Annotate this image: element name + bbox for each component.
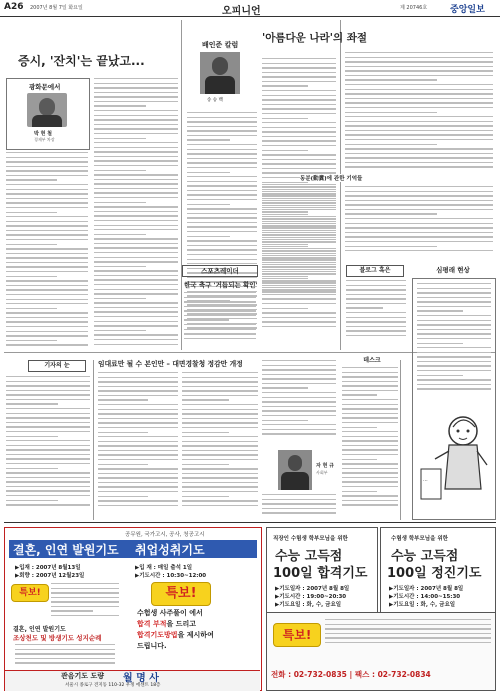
sub-box-body-b xyxy=(345,186,493,262)
ad3-title2: 100일 정진기도 xyxy=(387,566,482,581)
desk-author-name: 자 현 규 xyxy=(316,463,334,469)
issue-number: 제 20746호 xyxy=(400,5,428,11)
ad3-phone: 전화 : 02-732-0835 | 팩스 : 02-732-0834 xyxy=(271,670,431,679)
ad1-temple-label: 관음기도 도량 xyxy=(61,672,105,680)
ad1-date4: ▶기도시간 : 10:30~12:00 xyxy=(135,573,207,579)
ad2-line2: ▶기도시간 : 19:00~20:30 xyxy=(275,594,347,600)
column-author-name: 송 승 백 xyxy=(207,98,223,103)
page-number: A26 xyxy=(4,2,24,12)
ad2-title1: 수능 고득점 xyxy=(275,549,343,564)
ad1-mid-text3: 을 드리고 xyxy=(166,620,196,628)
desk-body xyxy=(342,367,398,520)
ad-temple xyxy=(4,527,262,691)
author-name: 박 현 철 xyxy=(34,131,52,137)
ad1-temple-name: 월 명 사 xyxy=(123,673,159,684)
ad1-date2: ▶회향 : 2007년 12월23일 xyxy=(15,573,85,579)
cartoon-label: 심평래 현상 xyxy=(436,266,470,274)
svg-text:...: ... xyxy=(423,477,428,483)
sports-body xyxy=(184,292,256,348)
desk-label: 데스크 xyxy=(363,357,381,364)
sub-box-body-a xyxy=(262,184,336,344)
ad1-mid-text4: 합격기도방법 xyxy=(137,631,178,639)
ad1-date3: ▶입 재 : 매일 출석 1일 xyxy=(135,565,193,571)
ad1-mid-text2: 합격 부적 xyxy=(137,620,167,628)
ad1-left-sub2: 조상천도 및 방생기도 성지순례 xyxy=(13,634,102,642)
column-label: 배인준 칼럼 xyxy=(202,41,239,49)
ad2-line1: ▶기도일자 : 2007년 8월 8일 xyxy=(275,586,350,592)
ad1-date1: ▶입재 : 2007년 8월13일 xyxy=(15,565,81,571)
ad1-temple-addr: 서울시 종로구 견지동 110-32 우정 에센트 18층 xyxy=(65,683,161,688)
section-title: 오피니언 xyxy=(222,6,261,17)
bottom-body-col2 xyxy=(98,372,178,520)
author-title: 경제부 차장 xyxy=(34,137,55,142)
ad3-line1: ▶기도일자 : 2007년 8월 8일 xyxy=(389,586,464,592)
paper-logo: 중앙일보 xyxy=(450,5,485,15)
desk-body-2 xyxy=(262,360,336,448)
ad3-line3: ▶기도요일 : 화, 수, 금요일 xyxy=(389,602,456,608)
bottom-body-col3 xyxy=(182,372,258,520)
ad2-title2: 100일 합격기도 xyxy=(273,566,368,581)
ad1-title-left: 결혼, 인연 발원기도 xyxy=(13,543,119,557)
ad3-body xyxy=(325,619,491,653)
kicker-label: 광화문에서 xyxy=(29,83,61,91)
blog-label: 블로그 혹은 xyxy=(346,265,404,277)
article-headline: 증시, '잔치'는 끝났고... xyxy=(18,54,145,68)
ad3-title1: 수능 고득점 xyxy=(391,549,459,564)
ad1-mid-text5: 을 제시하여 xyxy=(177,631,214,639)
ad1-mid-text1: 수험생 사주풀이 에서 xyxy=(137,609,203,617)
article-body-col2 xyxy=(94,78,178,348)
article-body-col1 xyxy=(6,152,88,348)
ad3-top-text: 수험생 학부모님을 위한 xyxy=(391,536,448,542)
date-line: 2007년 8월 7일 화요일 xyxy=(30,5,83,11)
ad1-mid-text6: 드립니다. xyxy=(137,642,167,650)
cartoon-text xyxy=(417,283,491,403)
blog-body xyxy=(346,280,406,348)
ad1-left-list xyxy=(15,644,115,670)
ad2-line3: ▶기도요일 : 화, 수, 금요일 xyxy=(275,602,342,608)
desk-body-3 xyxy=(262,494,336,520)
ad3-line2: ▶기도시간 : 14:00~15:30 xyxy=(389,594,461,600)
column-body-col3 xyxy=(345,52,493,182)
ad1-mid-badge: 특보! xyxy=(151,582,211,606)
column-headline: '아름다운 나라'의 좌절 xyxy=(262,32,368,44)
columnist-box xyxy=(6,78,90,150)
sports-headline: 한국 축구 '거듭되는 확인' xyxy=(184,281,258,289)
ad2-top-text: 직장인 수험생 학부모님을 위한 xyxy=(273,536,348,542)
bottom-body-col1 xyxy=(6,376,90,520)
ad3-badge: 특보! xyxy=(273,623,321,647)
page-header xyxy=(0,0,500,17)
ad1-left-sub: 결혼, 인연 발원기도 xyxy=(13,626,66,633)
desk-author-photo xyxy=(278,450,312,490)
bottom-headline: 임대료만 될 수 본인만 – 대면경찰청 정감만 개정 xyxy=(98,360,243,368)
column-author-photo xyxy=(200,52,240,94)
desk-author-title: 사회부 xyxy=(316,470,328,475)
cartoon-frame xyxy=(412,278,496,520)
ad1-list xyxy=(51,583,119,623)
ad1-subtitle: 공무원, 국가고시, 공사, 청공고시 xyxy=(125,532,205,538)
sub-box-label: 동분(動糞)에 관한 기억들 xyxy=(300,176,363,182)
sports-label: 스포츠레이더 xyxy=(182,265,258,277)
ad1-badge: 특보! xyxy=(11,584,49,602)
author-photo xyxy=(27,93,67,127)
ad-exam-bottom xyxy=(266,612,496,691)
ad1-title-right: 취업성취기도 xyxy=(135,543,205,557)
cartoon-illustration xyxy=(415,409,491,514)
bottom-left-label: 기자의 눈 xyxy=(28,360,86,372)
